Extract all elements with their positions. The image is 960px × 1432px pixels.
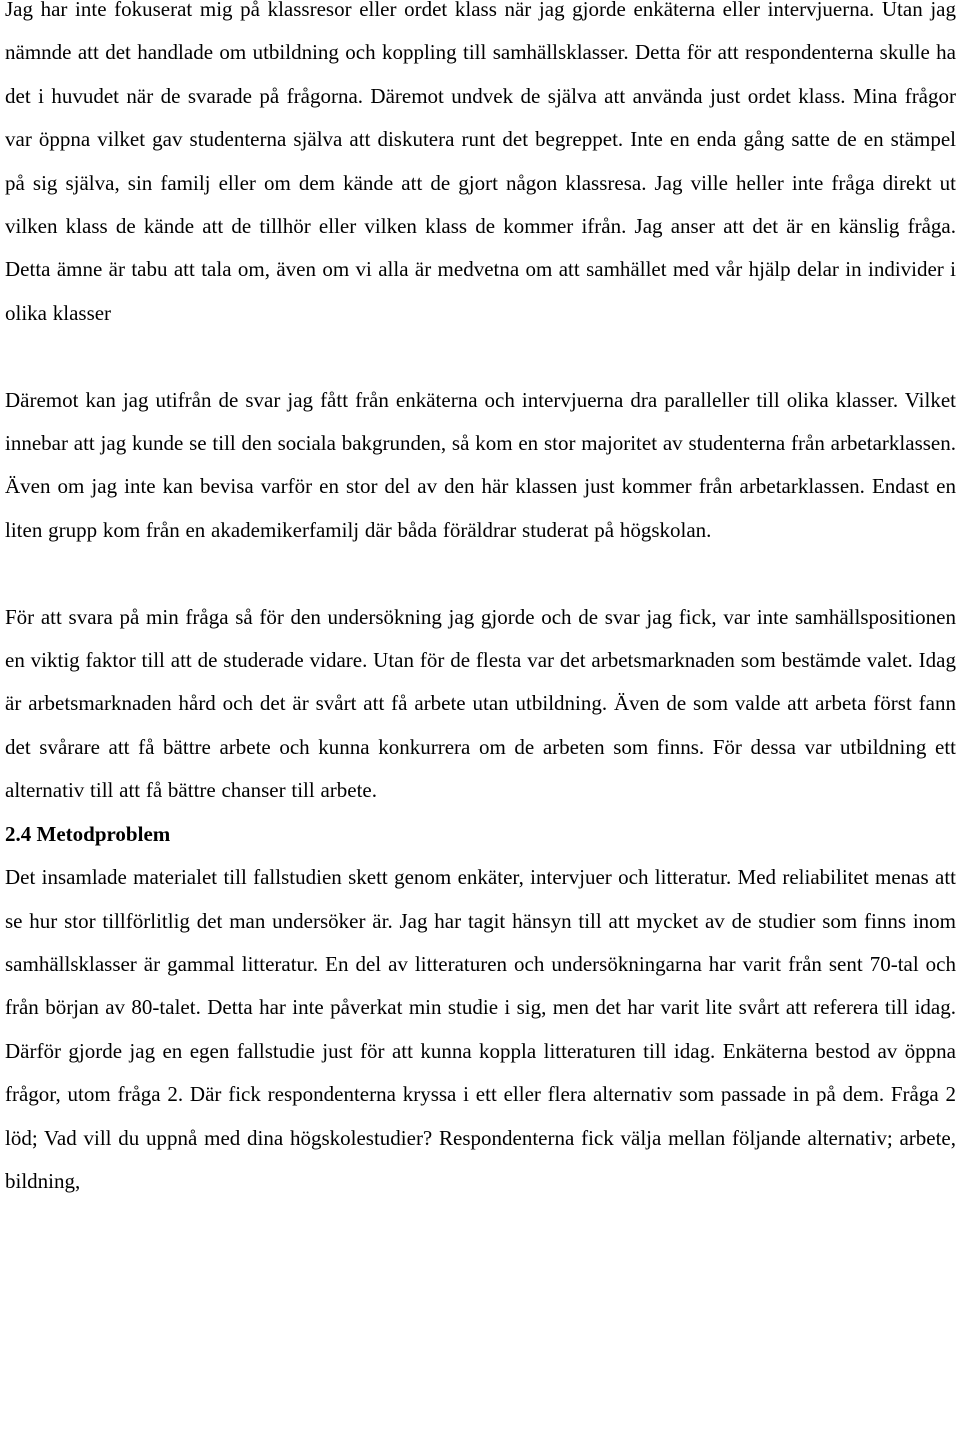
- section-heading: 2.4 Metodproblem: [5, 821, 171, 846]
- paragraph-method-problems: Det insamlade materialet till fallstudien skett genom enkäter, intervjuer och litteratur. Med reliabilitet menas att se hur stor tillförlitlig det man undersöker är. Jag har tagit hänsyn till att mycket av de studier som finns inom samhällsklasser är gammal litteratur. En del av litteraturen och undersökningarna har varit från sent 70-tal och från början av 80-talet. Detta har inte påverkat min studie i sig, men det har varit lite svårt att referera till idag. Därför gjorde jag en egen fallstudie just för att kunna koppla litteraturen till idag. Enkäterna bestod av öppna frågor, utom fråga 2. Där fick respondenterna kryssa i ett eller flera alternativ som passade in på dem. Fråga 2 löd; Vad vill du uppnå med dina högskolestudier? Respondenterna fick välja mellan följande alternativ; arbete, bildning,: [5, 865, 956, 1193]
- paragraph-class-parallels: Däremot kan jag utifrån de svar jag fått från enkäterna och intervjuerna dra paralleller till olika klasser. Vilket innebar att jag kunde se till den sociala bakgrunden, så kom en stor majoritet av studenterna från arbetarklassen. Även om jag inte kan bevisa varför en stor del av den här klassen just kommer från arbetarklassen. Endast en liten grupp kom från en akademikerfamilj där båda föräldrar studerat på högskolan.: [5, 387, 956, 542]
- paragraph-class-journeys: Jag har inte fokuserat mig på klassresor eller ordet klass när jag gjorde enkäterna eller intervjuerna. Utan jag nämnde att det handlade om utbildning och koppling till samhällsklasser. Detta för att respondenterna skulle ha det i huvudet när de svarade på frågorna. Däremot undvek de själva att använda just ordet klass. Mina frågor var öppna vilket gav studenterna själva att diskutera runt det begreppet. Inte en enda gång satte de en stämpel på sig själva, sin familj eller om dem kände att de gjort någon klassresa. Jag ville heller inte fråga direkt ut vilken klass de kände att de tillhör eller vilken klass de kommer ifrån. Jag anser att det är en känslig fråga. Detta ämne är tabu att tala om, även om vi alla är medvetna om att samhället med vår hjälp delar in individer i olika klasser: [5, 0, 956, 325]
- paragraph-labour-market: För att svara på min fråga så för den undersökning jag gjorde och de svar jag fick, var inte samhällspositionen en viktig faktor till att de studerade vidare. Utan för de flesta var det arbetsmarknaden som bestämde valet. Idag är arbetsmarknaden hård och det är svårt att få arbete utan utbildning. Även de som valde att arbeta först fann det svårare att få bättre arbete och kunna konkurrera om de arbeten som finns. För dessa var utbildning ett alternativ till att få bättre chanser till arbete.: [5, 604, 956, 803]
- document-page: [5, 0, 956, 1203]
